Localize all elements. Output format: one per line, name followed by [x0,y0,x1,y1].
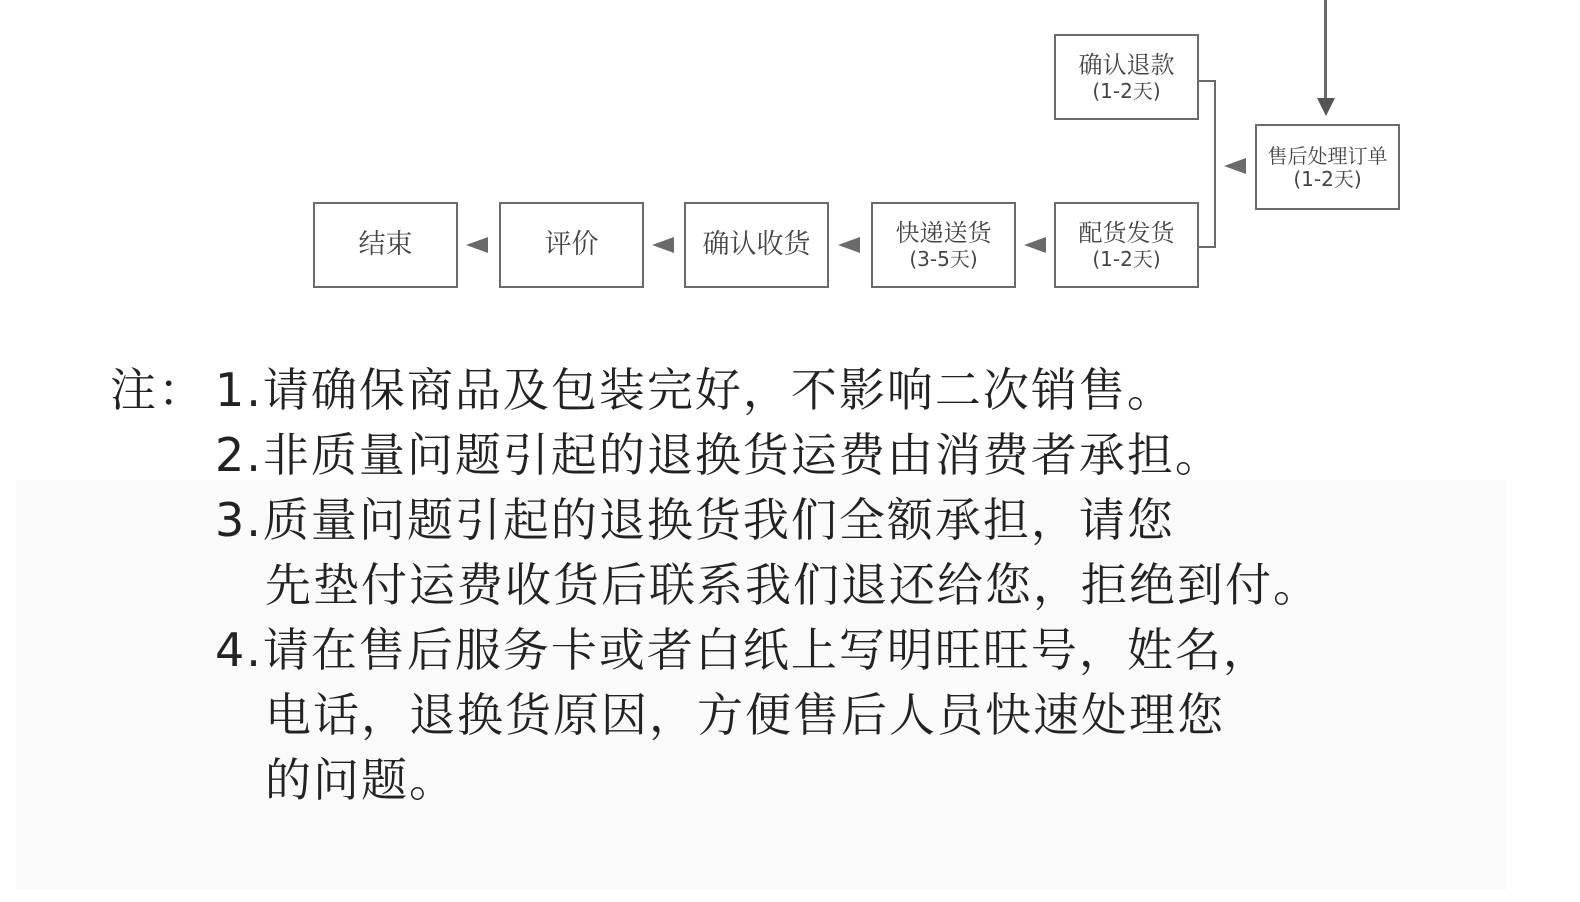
express-title: 快递送货 [895,219,992,248]
confirm-receipt-title: 确认收货 [702,229,811,261]
end-title: 结束 [358,229,413,261]
after-sales-title: 售后处理订单 [1267,143,1388,168]
arrow-receipt-to-review [652,237,674,253]
incoming-arrow-head [1317,98,1335,116]
confirm-refund-title: 确认退款 [1078,51,1175,80]
arrow-express-to-receipt [838,237,860,253]
note-item-4-line-1: 4.请在售后服务卡或者白纸上写明旺旺号，姓名， [215,623,1271,677]
review-box [499,202,644,288]
connector-ship-h [1198,246,1216,248]
express-duration: (3-5天) [909,246,978,271]
after-sales-box [1255,124,1400,210]
confirm-refund-duration: (1-2天) [1092,78,1161,103]
pick-ship-duration: (1-2天) [1092,246,1161,271]
arrow-ship-to-express [1024,237,1046,253]
incoming-arrow-line [1324,0,1327,100]
connector-vertical [1214,80,1216,248]
note-item-1: 1.请确保商品及包装完好，不影响二次销售。 [215,363,1175,417]
note-item-4-line-2: 电话，退换货原因，方便售后人员快速处理您 [265,688,1225,742]
arrow-to-branch [1224,158,1246,174]
end-box [313,202,458,288]
review-title: 评价 [544,229,599,261]
confirm-refund-box [1054,34,1199,120]
note-item-4-line-3: 的问题。 [265,753,457,807]
pick-ship-title: 配货发货 [1078,219,1175,248]
pick-ship-box [1054,202,1199,288]
note-item-3-line-1: 3.质量问题引起的退换货我们全额承担，请您 [215,493,1175,547]
notes-label: 注： [110,363,206,417]
express-box [871,202,1016,288]
after-sales-duration: (1-2天) [1293,166,1362,191]
confirm-receipt-box [684,202,829,288]
note-item-2: 2.非质量问题引起的退换货运费由消费者承担。 [215,428,1223,482]
note-item-3-line-2: 先垫付运费收货后联系我们退还给您，拒绝到付。 [265,558,1321,612]
arrow-review-to-end [466,237,488,253]
